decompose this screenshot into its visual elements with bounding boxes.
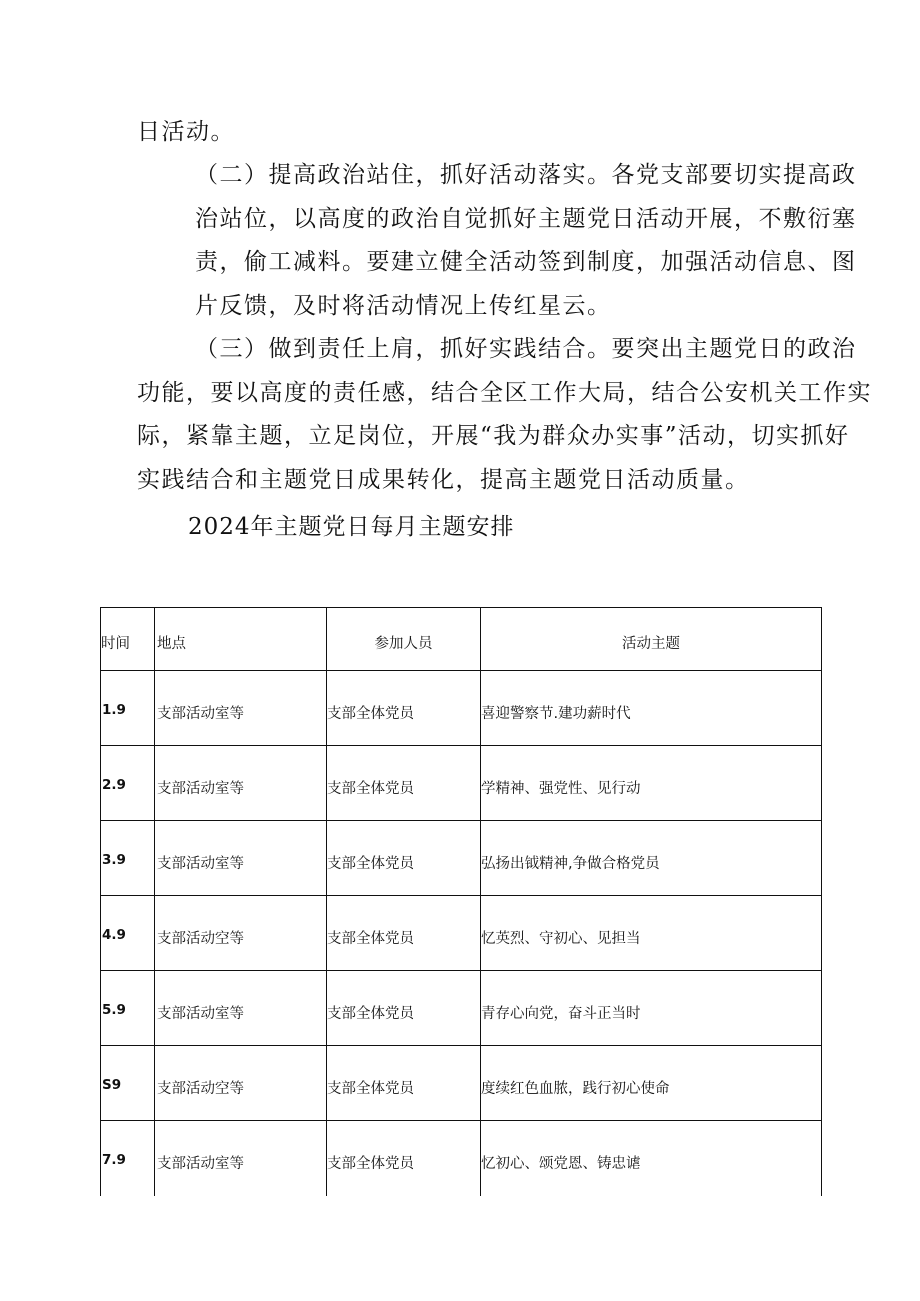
cell-time: 4.9 <box>101 896 155 971</box>
cell-location: 支部活动空等 <box>155 1046 327 1121</box>
cell-theme: 弘扬出钺精神,争做合格党员 <box>481 821 822 896</box>
paragraph-line: 治站位，以高度的政治自觉抓好主题党日活动开展，不敷衍塞 <box>195 205 857 232</box>
cell-time: 5.9 <box>101 971 155 1046</box>
table-row <box>101 896 822 971</box>
cell-location: 支部活动室等 <box>155 821 327 896</box>
table-row <box>101 821 822 896</box>
schedule-table <box>100 607 822 1196</box>
header-location: 地点 <box>155 608 327 671</box>
cell-participants: 支部全体党员 <box>327 971 481 1046</box>
paragraph-line: 实践结合和主题党日成果转化，提高主题党日活动质量。 <box>137 466 750 493</box>
paragraph-closing-line: 日活动。 <box>137 119 235 145</box>
paragraph-line: 片反馈，及时将活动情况上传红星云。 <box>195 292 612 319</box>
header-theme: 活动主题 <box>481 608 822 671</box>
table-header-row <box>101 608 822 671</box>
header-participants: 参加人员 <box>327 608 481 671</box>
paragraph-line: 功能，要以高度的责任感，结合全区工作大局，结合公安机关工作实 <box>137 379 872 406</box>
cell-time: 1.9 <box>101 671 155 746</box>
paragraph-line: （二）提高政治站住，抓好活动落实。各党支部要切实提高政 <box>195 162 857 188</box>
cell-theme: 喜迎警察节.建功薪时代 <box>481 671 822 746</box>
table-title: 2024年主题党日每月主题安排 <box>188 514 515 540</box>
paragraph-line: 责，偷工减料。要建立健全活动签到制度，加强活动信息、图 <box>195 249 857 275</box>
cell-theme: 青存心向党，奋斗正当时 <box>481 971 822 1046</box>
cell-theme: 度续红色血脓，践行初心使命 <box>481 1046 822 1121</box>
cell-time: 3.9 <box>101 821 155 896</box>
cell-participants: 支部全体党员 <box>327 1121 481 1196</box>
paragraph-line: （三）做到责任上肩，抓好实践结合。要突出主题党日的政治 <box>195 336 857 362</box>
table-row <box>101 1046 822 1121</box>
cell-location: 支部活动室等 <box>155 746 327 821</box>
cell-participants: 支部全体党员 <box>327 746 481 821</box>
cell-participants: 支部全体党员 <box>327 896 481 971</box>
table-row <box>101 971 822 1046</box>
cell-time: 2.9 <box>101 746 155 821</box>
paragraph-section-three <box>137 328 872 502</box>
table-row <box>101 1121 822 1196</box>
cell-participants: 支部全体党员 <box>327 671 481 746</box>
cell-location: 支部活动室等 <box>155 671 327 746</box>
cell-location: 支部活动室等 <box>155 971 327 1046</box>
cell-time: 7.9 <box>101 1121 155 1196</box>
table-row <box>101 746 822 821</box>
cell-theme: 忆英烈、守初心、见担当 <box>481 896 822 971</box>
paragraph-line: 际，紧靠主题，立足岗位，开展“我为群众办实事”活动，切实抓好 <box>137 423 850 449</box>
cell-time: S9 <box>101 1046 155 1121</box>
paragraph-section-two <box>137 154 857 328</box>
cell-location: 支部活动室等 <box>155 1121 327 1196</box>
table-row <box>101 671 822 746</box>
cell-location: 支部活动空等 <box>155 896 327 971</box>
cell-participants: 支部全体党员 <box>327 821 481 896</box>
cell-theme: 忆初心、颂党恩、铸忠谑 <box>481 1121 822 1196</box>
cell-participants: 支部全体党员 <box>327 1046 481 1121</box>
cell-theme: 学精神、强党性、见行动 <box>481 746 822 821</box>
header-time: 时间 <box>101 608 155 671</box>
